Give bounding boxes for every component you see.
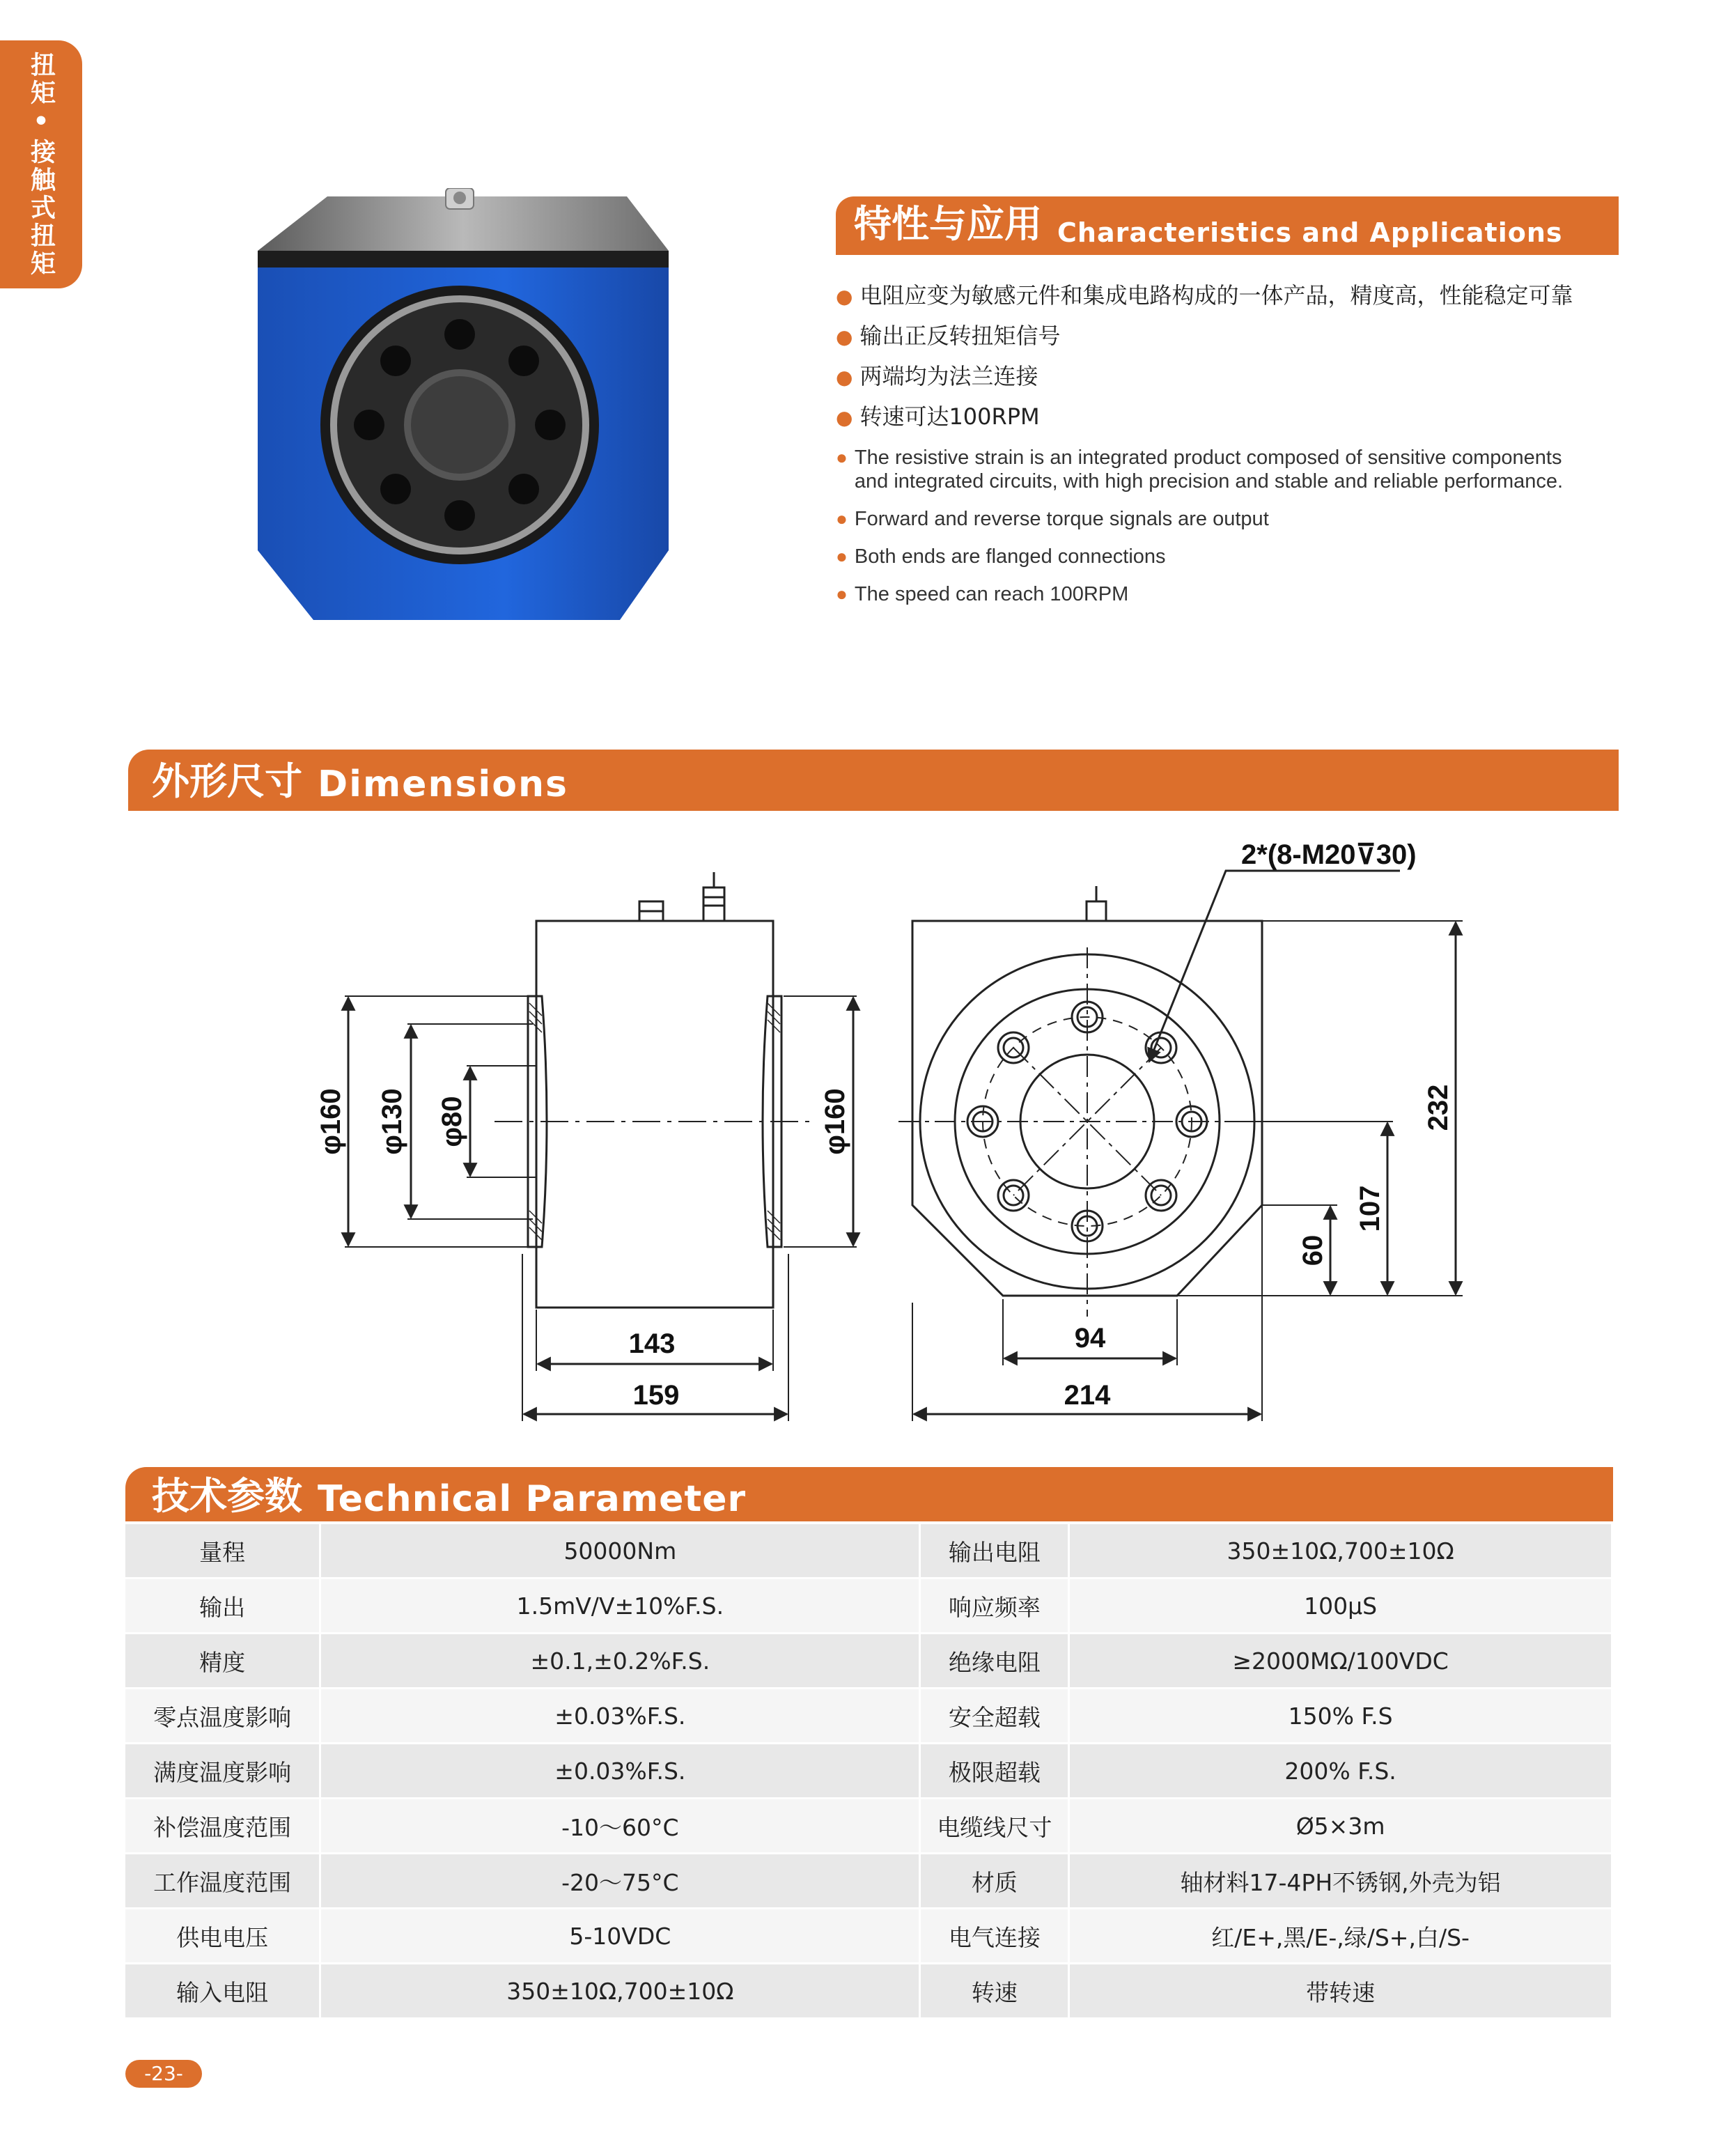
table-row (125, 1854, 1612, 1909)
table-row (125, 1909, 1612, 1964)
dim-label-d130: φ130 (377, 1088, 407, 1155)
bullet-icon: ● (836, 545, 848, 567)
characteristics-title-en: Characteristics and Applications (1057, 217, 1563, 248)
feature-cn-item: ● 两端均为法兰连接 (836, 363, 1038, 389)
features-list-cn (836, 276, 1573, 437)
param-value: ≥2000MΩ/100VDC (1069, 1634, 1612, 1689)
characteristics-title-cn: 特性与应用 (854, 202, 1042, 246)
param-value: 轴材料17-4PH不锈钢,外壳为铝 (1069, 1854, 1612, 1909)
feature-cn-item: ● 转速可达100RPM (836, 403, 1040, 430)
feature-en-item: ● Both ends are flanged connections (836, 545, 1166, 568)
table-row (125, 1799, 1612, 1854)
page-number: -23- (125, 2060, 202, 2088)
bullet-icon: ● (836, 285, 853, 308)
table-row (125, 1964, 1612, 2019)
feature-en-item: ● The speed can reach 100RPM (836, 583, 1129, 605)
dimensions-title-cn: 外形尺寸 (152, 759, 302, 803)
param-value: ±0.03%F.S. (320, 1744, 920, 1799)
dim-label-holes: 2*(8-M20⊽30) (1241, 839, 1417, 870)
dimension-drawing (265, 829, 1518, 1442)
table-row (125, 1524, 1612, 1579)
dim-label-143: 143 (628, 1328, 676, 1359)
param-value: -10～60°C (320, 1799, 920, 1854)
category-side-tab (0, 40, 82, 288)
param-value: -20～75°C (320, 1854, 920, 1909)
dim-label-107: 107 (1355, 1185, 1385, 1232)
param-label: 工作温度范围 (125, 1854, 320, 1909)
table-row (125, 1634, 1612, 1689)
param-label: 满度温度影响 (125, 1744, 320, 1799)
param-label: 精度 (125, 1634, 320, 1689)
bullet-icon: ● (836, 508, 848, 529)
features-list-en (836, 446, 1593, 620)
table-row (125, 1579, 1612, 1634)
bullet-icon: ● (836, 583, 848, 605)
dim-label-d160-right: φ160 (820, 1088, 850, 1155)
feature-en-item: ● The resistive strain is an integrated product composed of sensitive components and integrated circuits, with high precision and stable and reliable performance. (836, 447, 1564, 493)
param-label: 电缆线尺寸 (920, 1799, 1069, 1854)
bullet-icon: ● (836, 366, 853, 389)
dimensions-header (128, 750, 1619, 811)
bullet-icon: ● (836, 406, 853, 429)
dim-label-159: 159 (632, 1380, 680, 1411)
technical-title-cn: 技术参数 (152, 1474, 302, 1518)
dimensions-title-en: Dimensions (318, 763, 568, 805)
param-value: 150% F.S (1069, 1689, 1612, 1744)
param-label: 输出 (125, 1579, 320, 1634)
param-label: 电气连接 (920, 1909, 1069, 1964)
feature-en-item: ● Forward and reverse torque signals are output (836, 508, 1269, 530)
table-row (125, 1689, 1612, 1744)
param-value: 带转速 (1069, 1964, 1612, 2019)
param-value: 5-10VDC (320, 1909, 920, 1964)
param-value: 1.5mV/V±10%F.S. (320, 1579, 920, 1634)
param-label: 输入电阻 (125, 1964, 320, 2019)
param-label: 零点温度影响 (125, 1689, 320, 1744)
characteristics-header (836, 196, 1619, 255)
param-value: 50000Nm (320, 1524, 920, 1579)
front-view (898, 871, 1463, 1421)
param-label: 材质 (920, 1854, 1069, 1909)
feature-cn-item: ● 电阻应变为敏感元件和集成电路构成的一体产品，精度高，性能稳定可靠 (836, 282, 1573, 309)
param-label: 响应频率 (920, 1579, 1069, 1634)
param-label: 安全超载 (920, 1689, 1069, 1744)
param-label: 补偿温度范围 (125, 1799, 320, 1854)
param-value: Ø5×3m (1069, 1799, 1612, 1854)
dim-label-232: 232 (1423, 1084, 1454, 1131)
bullet-icon: ● (836, 325, 853, 348)
dim-label-60: 60 (1298, 1234, 1328, 1266)
technical-header (125, 1467, 1613, 1521)
param-label: 转速 (920, 1964, 1069, 2019)
bullet-icon: ● (836, 447, 848, 468)
table-row (125, 1744, 1612, 1799)
param-label: 极限超载 (920, 1744, 1069, 1799)
sensor-product-photo (251, 188, 683, 634)
feature-cn-item: ● 输出正反转扭矩信号 (836, 323, 1061, 349)
param-value: 350±10Ω,700±10Ω (320, 1964, 920, 2019)
category-label: 扭矩•接触式扭矩 (26, 51, 56, 278)
param-label: 量程 (125, 1524, 320, 1579)
param-value: ±0.1,±0.2%F.S. (320, 1634, 920, 1689)
technical-title-en: Technical Parameter (318, 1478, 747, 1520)
param-value: 200% F.S. (1069, 1744, 1612, 1799)
dim-label-94: 94 (1074, 1323, 1106, 1354)
param-label: 绝缘电阻 (920, 1634, 1069, 1689)
param-label: 输出电阻 (920, 1524, 1069, 1579)
param-value: 100μS (1069, 1579, 1612, 1634)
param-value: ±0.03%F.S. (320, 1689, 920, 1744)
technical-parameter-table (125, 1524, 1613, 2019)
param-label: 供电电压 (125, 1909, 320, 1964)
side-view (345, 872, 857, 1421)
dim-label-214: 214 (1064, 1380, 1111, 1411)
param-value: 红/E+,黑/E-,绿/S+,白/S- (1069, 1909, 1612, 1964)
dim-label-d80: φ80 (437, 1096, 467, 1147)
param-value: 350±10Ω,700±10Ω (1069, 1524, 1612, 1579)
dim-label-d160-left: φ160 (316, 1088, 346, 1155)
